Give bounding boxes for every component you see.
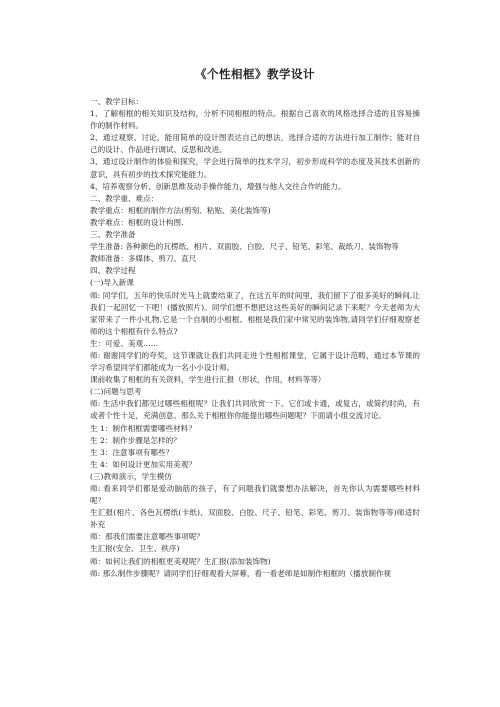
paragraph: 生汇报(相片、各色瓦楞纸(卡纸)、双面胶、白胶、尺子、铅笔、彩笔、剪刀、装饰物等等)师适时补充	[90, 508, 420, 530]
paragraph: (二)问题与思考	[90, 387, 142, 397]
document-body	[90, 96, 420, 580]
paragraph: 教学难点：相框的设计构图.	[90, 217, 184, 227]
paragraph: 三、教学准备	[90, 230, 136, 240]
document-page	[90, 66, 420, 580]
paragraph: 师: 看来同学们都是爱动脑筋的孩子，有了问题我们就要想办法解决，首先你认为需要哪些材料呢？	[90, 484, 420, 506]
document-title: 《个性相框》教学设计	[195, 67, 315, 81]
paragraph: 生：可爱、美观.…..	[90, 338, 158, 348]
paragraph: 3、通过设计制作的体验和探究，学会进行简单的技术学习，初步形成科学的态度及其技术创新的意识，具有初步的技术探究能能力。	[90, 157, 420, 179]
paragraph: 师: 谢谢同学们的夸奖，这节课就让我们共同走进个性相框课堂，它属于设计范畴，通过本节课的学习希望同学们都能成为一名小小设计师。	[90, 350, 420, 373]
paragraph: 师：如何让我们的相框更美观呢？生汇报(添加装饰物)	[90, 556, 271, 566]
paragraph: 教学重点：相框的制作方法(剪刻、粘贴、美化装饰等)	[90, 205, 271, 215]
paragraph: 二、教学重、难点：	[90, 193, 159, 203]
paragraph: 四、教学过程	[90, 266, 136, 276]
paragraph: 生 2：制作步骤是怎样的？	[90, 435, 181, 445]
paragraph: 生汇报(安全、卫生、秩序)	[90, 544, 180, 554]
paragraph: 师: 同学们，五年的快乐时光马上就要结束了，在这五年的时间里，我们留下了很多美好的瞬间,让我们一起回忆一下吧！(播放照片)。同学们想不想把这这些美好的瞬间记录下来呢？今天老师为大家带来了一件小礼物,它是一个自制的小相框。相框是我们家中常见的装饰物,请同学们仔细观察老师的这个相框有什么特点?	[90, 290, 420, 336]
paragraph: 课前收集了相框的有关资料，学生进行汇报（形状，作用，材料等等）	[90, 375, 326, 385]
paragraph: 生 3：注意事项有哪些？	[90, 447, 174, 457]
paragraph: 师: 生活中我们都见过哪些相框呢？让我们共同欣赏一下。它们或卡通，或复古，或简约时尚，有或者个性十足，充满创意。那么关于相框你你能提出哪些问题呢？下面请小组交流讨论。	[90, 399, 420, 421]
paragraph: (三)教师演示，学生模仿	[90, 471, 172, 481]
paragraph: 4、培养观察分析、创新思维及动手操作能力，增强与他人交往合作的能力。	[90, 181, 346, 191]
paragraph: 学生准备: 各种颜色的瓦楞纸、相片、双面胶、白胶、尺子、铅笔、彩笔、裁纸刀、装饰物等	[90, 242, 399, 252]
paragraph: 师: 那么制作步骤呢？请同学们仔细观看大屏幕，看一看老师是如制作相框的（播放制作视	[90, 568, 392, 578]
paragraph: 生 4：如何设计更加实用美观？	[90, 459, 196, 469]
paragraph: 1、了解相框的相关知识及结构，分析不同相框的特点。根据自己喜欢的风格选择合适的且容易操作的制作材料。	[90, 109, 420, 131]
paragraph: 生 1：制作相框需要哪些材料？	[90, 423, 196, 433]
paragraph: (一)导入新课	[90, 278, 134, 288]
paragraph: 教师准备：多媒体、剪刀、直尺	[90, 254, 197, 264]
paragraph: 一、教学目标：	[90, 97, 144, 106]
paragraph: 师：那我们需要注意哪些事项呢？	[90, 532, 204, 542]
paragraph: 2、通过观察、讨论，能用简单的设计图表达自己的想法，选择合适的方法进行加工制作；能对自己的设计、作品进行调试、反思和改进。	[90, 133, 420, 155]
